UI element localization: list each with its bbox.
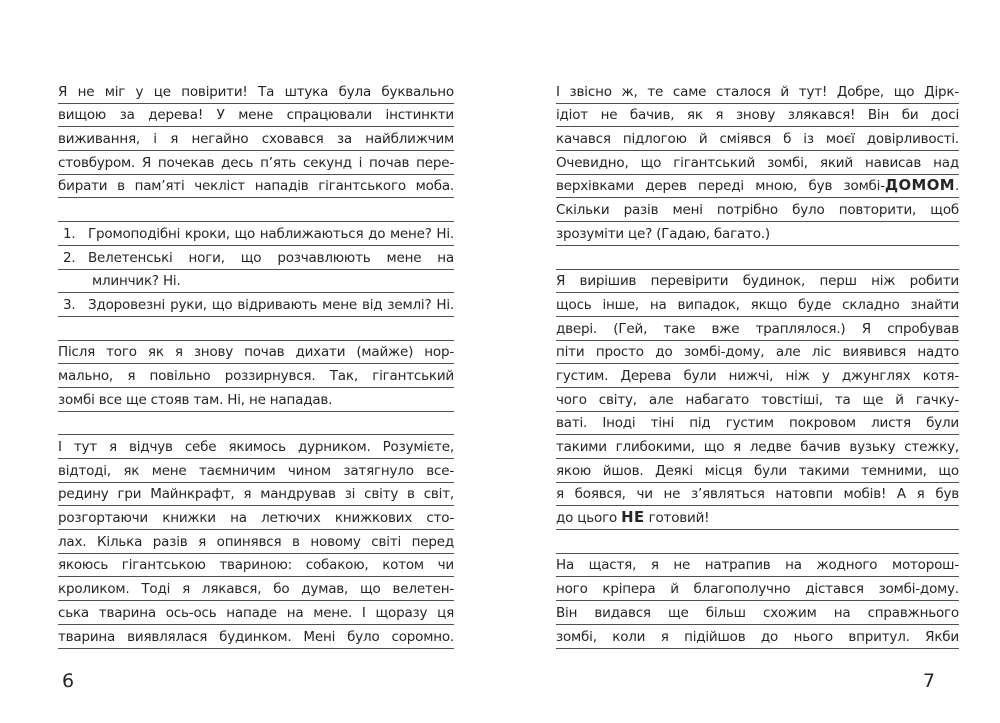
list-item-number: 1. (63, 225, 76, 242)
page-left-text-column (58, 0, 454, 649)
text-line (58, 554, 454, 578)
line-text: зомбі все ще стояв там. Ні, не нападав. (58, 391, 333, 408)
text-line (58, 530, 454, 554)
line-text: вищою за дерева! У мене спрацювали інстинкти (58, 107, 454, 124)
text-line (556, 317, 959, 341)
text-line (556, 270, 959, 294)
line-text: я боявся, чи не з’являться натовпи мобів! А я був (556, 486, 959, 503)
text-line (556, 364, 959, 388)
text-line (58, 483, 454, 507)
text-line (556, 554, 959, 578)
line-text: редину гри Майнкрафт, я мандрував зі світу в світ, (58, 486, 454, 503)
text-line (58, 175, 454, 199)
text-line (58, 364, 454, 388)
text-line (58, 601, 454, 625)
text-line (58, 80, 454, 104)
ruled-gap-line (556, 246, 959, 270)
line-text: ного кріпера й благополучно дістався зомбі-дому. (556, 581, 959, 598)
line-text: Велетенські ноги, що розчавлюють мене на (88, 249, 454, 266)
list-item-line (58, 222, 454, 246)
line-text: бирати в пам’яті чекліст нападів гігантського моба. (58, 178, 454, 195)
line-text: виживання, і я негайно сховався за найближчим (58, 131, 454, 148)
text-line (58, 151, 454, 175)
text-line (556, 127, 959, 151)
text-line (556, 198, 959, 222)
text-line (58, 506, 454, 530)
text-line (58, 341, 454, 365)
line-text: качався підлогою й сміявся б із моєї довірливості. (556, 131, 959, 148)
text-line (58, 388, 454, 412)
text-line (556, 483, 959, 507)
list-item-number: 3. (63, 296, 76, 313)
line-text: ська тварина ось-ось нападе на мене. І щоразу ця (58, 604, 454, 621)
page-right-text-column (556, 0, 959, 649)
text-line (556, 104, 959, 128)
line-text: відтоді, як мене таємничим чином затягнуло все- (58, 462, 454, 479)
line-text: Я вирішив перевірити будинок, перш ніж робити (556, 273, 959, 290)
list-item-line (58, 270, 454, 294)
text-line (58, 577, 454, 601)
line-text: Він видався ще більш схожим на справжнього (556, 604, 959, 621)
line-text: млинчик? Ні. (92, 273, 181, 290)
line-text: якою йшов. Деякі місця були такими темними, що (556, 462, 959, 479)
text-line (556, 80, 959, 104)
list-item-number: 2. (63, 249, 76, 266)
line-text: розгортаючи книжки на летючих книжкових сто- (58, 510, 454, 527)
text-line (556, 222, 959, 246)
text-line (556, 175, 959, 199)
text-line (58, 625, 454, 649)
line-text: верхівками дерев переді мною, був зомбі-ДОМОМ. (556, 176, 959, 195)
text-line (556, 459, 959, 483)
line-text: На щастя, я не натрапив на жодного моторош- (556, 557, 959, 574)
line-text: зомбі, коли я підійшов до нього впритул. Якби (556, 628, 959, 645)
text-line (556, 412, 959, 436)
line-text: піти просто до зомбі-дому, але ліс виявився надто (556, 344, 959, 361)
emphasized-word: ДОМОМ (884, 176, 955, 195)
text-line (556, 341, 959, 365)
line-text: тварина виявлялася будинком. Мені було соромно. (58, 628, 454, 645)
text-line (556, 388, 959, 412)
line-text: Здоровезні руки, що відривають мене від землі? Ні. (88, 296, 454, 313)
ruled-gap-line (58, 317, 454, 341)
line-text: Громоподібні кроки, що наближаються до мене? Ні. (88, 225, 454, 242)
line-text: якоюсь гігантською твариною: собакою, котом чи (58, 557, 454, 574)
line-text: густим. Дерева були нижчі, ніж у джунглях котя- (556, 367, 959, 384)
page-left (58, 0, 454, 723)
page-right (556, 0, 959, 723)
text-line (58, 459, 454, 483)
text-line (58, 127, 454, 151)
text-line (58, 435, 454, 459)
line-text: ваті. Іноді тіні під густим покровом листя були (556, 415, 959, 432)
line-text: двері. (Гей, таке вже траплялося.) Я спробував (556, 320, 959, 337)
line-text: щось інше, на випадок, якщо буде складно знайти (556, 296, 959, 313)
line-text: Я не міг у це повірити! Та штука була буквально (58, 83, 454, 100)
line-text: до цього НЕ готовий! (556, 508, 710, 527)
line-text: стовбуром. Я почекав десь п’ять секунд і почав пере- (58, 154, 454, 171)
line-text: Після того як я знову почав дихати (майже) нор- (58, 344, 454, 361)
line-text: зрозуміти це? (Гадаю, багато.) (556, 225, 770, 242)
page-number: 7 (922, 670, 935, 692)
page-number: 6 (62, 670, 75, 692)
line-text: чого світу, але набагато товстіші, та ще й гачку- (556, 391, 959, 408)
text-line (556, 293, 959, 317)
text-line (556, 601, 959, 625)
ruled-gap-line (556, 530, 959, 554)
text-line (58, 104, 454, 128)
line-text: І тут я відчув себе якимось дурником. Розумієте, (58, 439, 454, 455)
list-item-line (58, 293, 454, 317)
line-text: лах. Кілька разів я опинявся в новому світі перед (58, 533, 454, 550)
text-line (556, 506, 959, 530)
line-text: ідіот не бачив, як я знову злякався! Він би досі (556, 107, 959, 124)
text-line (556, 151, 959, 175)
list-item-line (58, 246, 454, 270)
line-text: мально, я повільно роззирнувся. Так, гігантський (58, 367, 454, 384)
text-line (556, 577, 959, 601)
line-text: Очевидно, що гігантський зомбі, який нависав над (556, 154, 959, 171)
line-text: Скільки разів мені потрібно було повторити, щоб (556, 202, 959, 219)
line-text: кроликом. Тоді я лякався, бо думав, що велетен- (58, 581, 454, 598)
text-line (556, 625, 959, 649)
ruled-gap-line (58, 412, 454, 436)
line-text: такими глибокими, що я ледве бачив вузьку стежку, (556, 439, 959, 455)
text-line (556, 435, 959, 459)
line-text: І звісно ж, те саме сталося й тут! Добре, що Дірк- (556, 83, 959, 100)
emphasized-word: НЕ (621, 508, 645, 527)
ruled-gap-line (58, 198, 454, 222)
